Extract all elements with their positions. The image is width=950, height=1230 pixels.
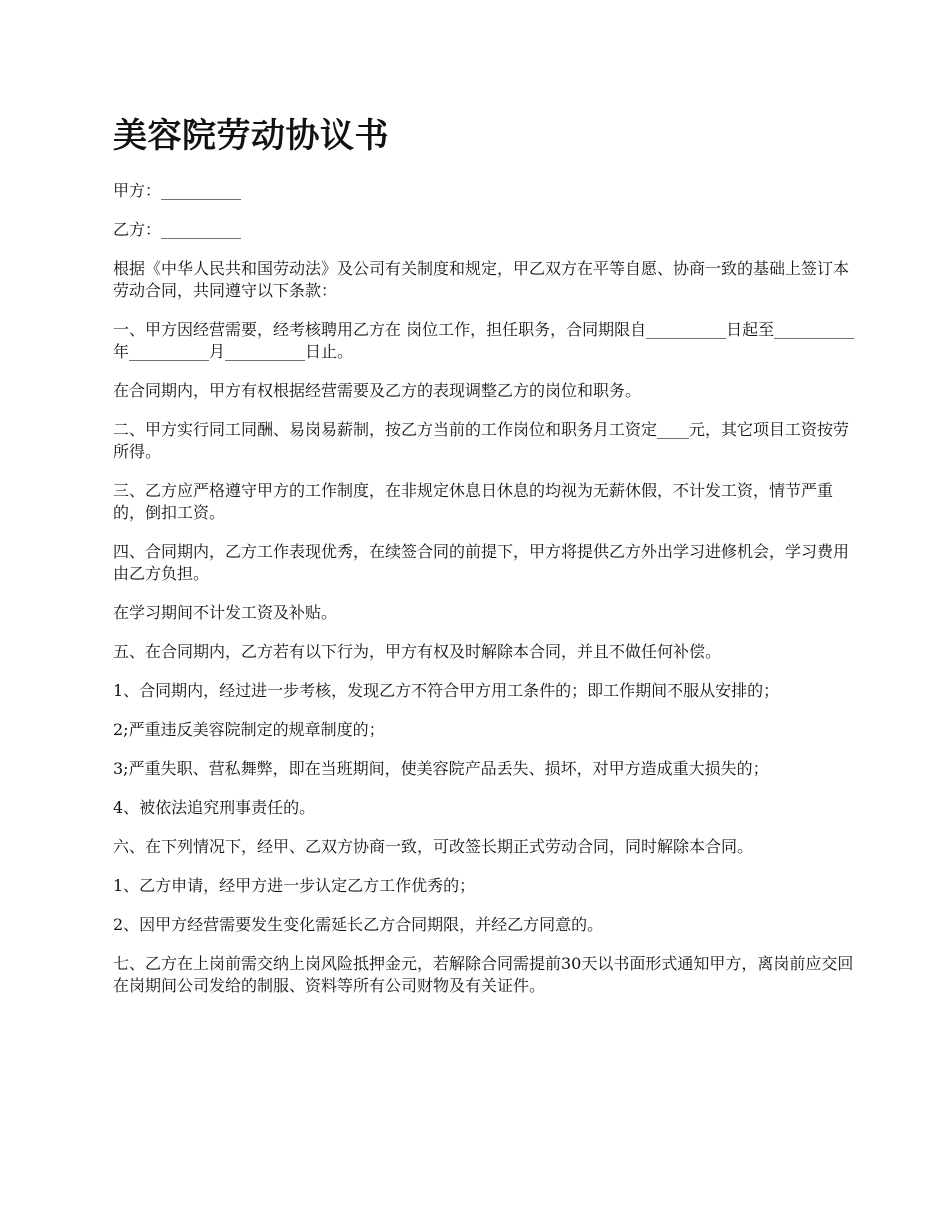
clause-5-paragraph: 五、在合同期内，乙方若有以下行为，甲方有权及时解除本合同，并且不做任何补偿。 xyxy=(113,642,722,661)
clause-5-item-4: 4、被依法追究刑事责任的。 xyxy=(113,798,316,817)
clause-3-paragraph: 三、乙方应严格遵守甲方的工作制度，在非规定休息日休息的均视为无薪休假，不计发工资，情节严重的，倒扣工资。 xyxy=(113,481,834,522)
clause-2-paragraph: 二、甲方实行同工同酬、易岗易薪制，按乙方当前的工作岗位和职务月工资定____元，其它项目工资按劳所得。 xyxy=(113,420,850,461)
party-b-line: 乙方：__________ xyxy=(113,220,242,239)
document-title: 美容院劳动协议书 xyxy=(113,116,389,156)
clause-6-paragraph: 六、在下列情况下，经甲、乙双方协商一致，可改签长期正式劳动合同，同时解除本合同。 xyxy=(113,837,754,856)
clause-6-item-2: 2、因甲方经营需要发生变化需延长乙方合同期限，并经乙方同意的。 xyxy=(113,915,604,934)
clause-5-item-3: 3;严重失职、营私舞弊，即在当班期间，使美容院产品丢失、损坏，对甲方造成重大损失的； xyxy=(113,759,769,778)
clause-5-item-2: 2;严重违反美容院制定的规章制度的； xyxy=(113,720,385,739)
clause-4-paragraph: 四、合同期内，乙方工作表现优秀，在续签合同的前提下，甲方将提供乙方外出学习进修机会，学习费用由乙方负担。 xyxy=(113,542,850,583)
clause-5-item-1: 1、合同期内，经过进一步考核，发现乙方不符合甲方用工条件的；即工作期间不服从安排的； xyxy=(113,681,780,700)
clause-7-paragraph: 七、乙方在上岗前需交纳上岗风险抵押金元，若解除合同需提前30天以书面形式通知甲方，离岗前应交回在岗期间公司发给的制服、资料等所有公司财物及有关证件。 xyxy=(113,954,854,995)
document-page xyxy=(113,110,855,1014)
clause-6-item-1: 1、乙方申请，经甲方进一步认定乙方工作优秀的； xyxy=(113,876,476,895)
preamble-paragraph: 根据《中华人民共和国劳动法》及公司有关制度和规定，甲乙双方在平等自愿、协商一致的基础上签订本劳动合同，共同遵守以下条款： xyxy=(113,259,850,300)
clause-1-note-paragraph: 在合同期内，甲方有权根据经营需要及乙方的表现调整乙方的岗位和职务。 xyxy=(113,381,642,400)
clause-1-paragraph: 一、甲方因经营需要，经考核聘用乙方在 岗位工作，担任职务，合同期限自__________日起至__________年__________月__________日止。 xyxy=(113,320,855,361)
clause-4-note-paragraph: 在学习期间不计发工资及补贴。 xyxy=(113,603,338,622)
party-a-line: 甲方：__________ xyxy=(113,181,242,200)
